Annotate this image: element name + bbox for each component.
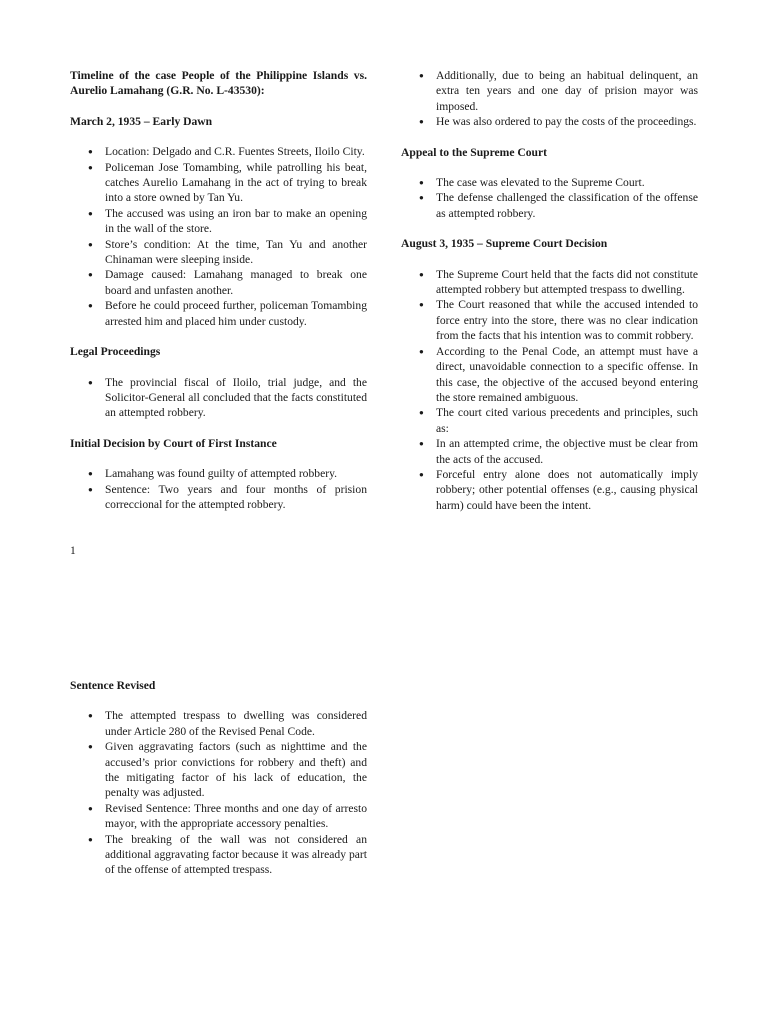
bullet-list-appeal (401, 175, 698, 221)
section-heading-legal-proceedings: Legal Proceedings (70, 345, 161, 359)
list-item: ● He was also ordered to pay the costs of the proceedings. (401, 114, 698, 129)
bullet-list-early-dawn (70, 144, 367, 329)
list-item: ● The court cited various precedents and principles, such as: (401, 405, 698, 436)
page-number: 1 (70, 544, 76, 557)
bullet-list-initial-decision (70, 466, 367, 512)
list-item: ● Location: Delgado and C.R. Fuentes Streets, Iloilo City. (70, 144, 367, 159)
list-item: ● The case was elevated to the Supreme Court. (401, 175, 698, 190)
list-item: ● Given aggravating factors (such as nighttime and the accused’s prior convictions for robbery and theft) and the mitigating factor of his lack of education, the penalty was adjusted. (70, 739, 367, 801)
list-item: ● According to the Penal Code, an attempt must have a direct, unavoidable connection to a specific offense. In this case, the objective of the accused beyond entering the store remained ambiguous. (401, 344, 698, 406)
section-heading-supreme-court-decision: August 3, 1935 – Supreme Court Decision (401, 237, 608, 251)
list-item: ● The provincial fiscal of Iloilo, trial judge, and the Solicitor-General all concluded that the facts constituted an attempted robbery. (70, 375, 367, 421)
section-heading-early-dawn: March 2, 1935 – Early Dawn (70, 114, 213, 128)
list-item: ● Damage caused: Lamahang managed to break one board and unfasten another. (70, 267, 367, 298)
section-heading-sentence-revised: Sentence Revised (70, 679, 156, 692)
list-item: ● The accused was using an iron bar to make an opening in the wall of the store. (70, 206, 367, 237)
list-item: ● The defense challenged the classification of the offense as attempted robbery. (401, 190, 698, 221)
bullet-list-sentence-continued (401, 68, 698, 130)
list-item: ● Forceful entry alone does not automatically imply robbery; other potential offenses (e.g., causing physical harm) could have been the intent. (401, 467, 698, 513)
list-item: ● Additionally, due to being an habitual delinquent, an extra ten years and one day of prision mayor was imposed. (401, 68, 698, 114)
list-item: ● Before he could proceed further, policeman Tomambing arrested him and placed him under custody. (70, 298, 367, 329)
right-column (401, 68, 698, 513)
bullet-list-sentence-revised (70, 708, 367, 877)
left-column (70, 68, 367, 512)
list-item: ● Store’s condition: At the time, Tan Yu and another Chinaman were sleeping inside. (70, 237, 367, 268)
bullet-list-legal-proceedings (70, 375, 367, 421)
page2-column (70, 678, 367, 878)
section-heading-initial-decision: Initial Decision by Court of First Instance (70, 436, 277, 450)
list-item: ● The Court reasoned that while the accused intended to force entry into the store, there was no clear indication from the facts that his intention was to commit robbery. (401, 297, 698, 343)
document-title: Timeline of the case People of the Philippine Islands vs. Aurelio Lamahang (G.R. No. L-43530): (70, 69, 367, 98)
list-item: ● Sentence: Two years and four months of prision correccional for the attempted robbery. (70, 482, 367, 513)
list-item: ● Policeman Jose Tomambing, while patrolling his beat, catches Aurelio Lamahang in the act of trying to break into a store owned by Tan Yu. (70, 160, 367, 206)
list-item: ● The attempted trespass to dwelling was considered under Article 280 of the Revised Penal Code. (70, 708, 367, 739)
list-item: ● The Supreme Court held that the facts did not constitute attempted robbery but attempted trespass to dwelling. (401, 267, 698, 298)
list-item: ● The breaking of the wall was not considered an additional aggravating factor because it was already part of the offense of attempted trespass. (70, 832, 367, 878)
list-item: ● Lamahang was found guilty of attempted robbery. (70, 466, 367, 481)
bullet-list-supreme-court-decision (401, 267, 698, 514)
list-item: ● In an attempted crime, the objective must be clear from the acts of the accused. (401, 436, 698, 467)
list-item: ● Revised Sentence: Three months and one day of arresto mayor, with the appropriate accessory penalties. (70, 801, 367, 832)
section-heading-appeal: Appeal to the Supreme Court (401, 145, 547, 159)
